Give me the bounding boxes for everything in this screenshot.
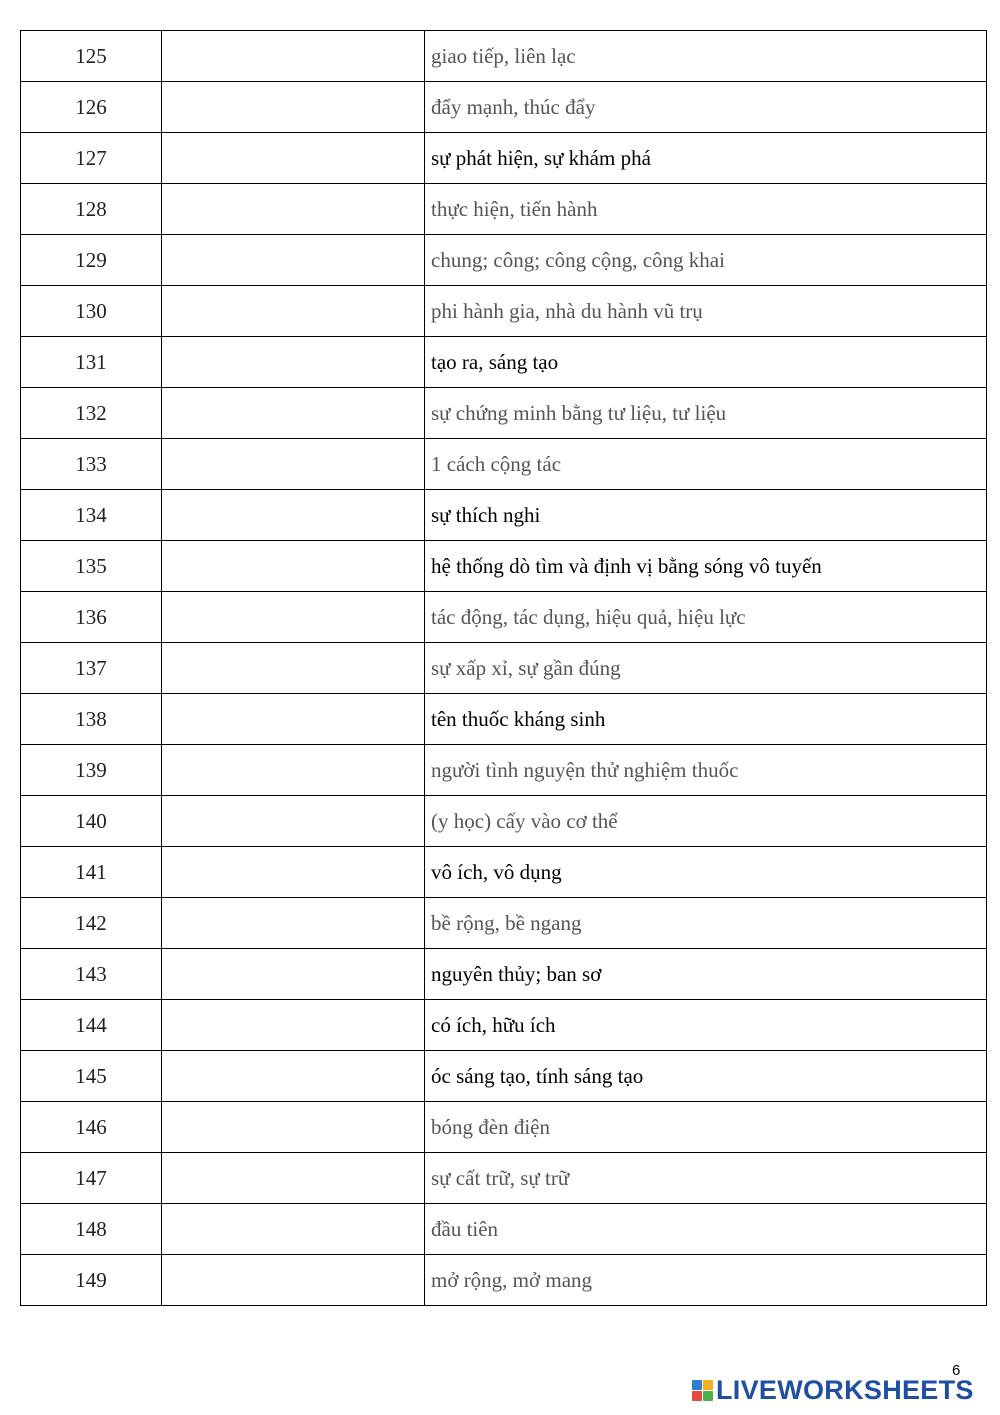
meaning-cell: tên thuốc kháng sinh xyxy=(425,694,987,745)
table-row xyxy=(21,286,987,337)
meaning-cell: sự chứng minh bằng tư liệu, tư liệu xyxy=(425,388,987,439)
table-row xyxy=(21,235,987,286)
meaning-cell: đẩy mạnh, thúc đẩy xyxy=(425,82,987,133)
table-row xyxy=(21,541,987,592)
row-number: 132 xyxy=(21,388,162,439)
row-number: 137 xyxy=(21,643,162,694)
answer-blank-cell[interactable] xyxy=(162,1204,425,1255)
answer-blank-cell[interactable] xyxy=(162,235,425,286)
meaning-cell: người tình nguyện thử nghiệm thuốc xyxy=(425,745,987,796)
meaning-cell: (y học) cấy vào cơ thể xyxy=(425,796,987,847)
table-row xyxy=(21,847,987,898)
row-number: 128 xyxy=(21,184,162,235)
table-row xyxy=(21,82,987,133)
answer-blank-cell[interactable] xyxy=(162,1153,425,1204)
table-row xyxy=(21,337,987,388)
row-number: 127 xyxy=(21,133,162,184)
meaning-cell: phi hành gia, nhà du hành vũ trụ xyxy=(425,286,987,337)
answer-blank-cell[interactable] xyxy=(162,31,425,82)
meaning-cell: óc sáng tạo, tính sáng tạo xyxy=(425,1051,987,1102)
table-row xyxy=(21,643,987,694)
answer-blank-cell[interactable] xyxy=(162,133,425,184)
logo-square-4 xyxy=(703,1391,713,1401)
row-number: 136 xyxy=(21,592,162,643)
table-row xyxy=(21,949,987,1000)
answer-blank-cell[interactable] xyxy=(162,439,425,490)
row-number: 146 xyxy=(21,1102,162,1153)
meaning-cell: thực hiện, tiến hành xyxy=(425,184,987,235)
logo-square-1 xyxy=(692,1380,702,1390)
answer-blank-cell[interactable] xyxy=(162,949,425,1000)
meaning-cell: hệ thống dò tìm và định vị bằng sóng vô tuyến xyxy=(425,541,987,592)
answer-blank-cell[interactable] xyxy=(162,1102,425,1153)
table-row xyxy=(21,184,987,235)
row-number: 142 xyxy=(21,898,162,949)
logo-square-3 xyxy=(692,1391,702,1401)
answer-blank-cell[interactable] xyxy=(162,184,425,235)
meaning-cell: sự cất trữ, sự trữ xyxy=(425,1153,987,1204)
table-row xyxy=(21,796,987,847)
table-row xyxy=(21,1000,987,1051)
row-number: 144 xyxy=(21,1000,162,1051)
table-row xyxy=(21,592,987,643)
meaning-cell: sự thích nghi xyxy=(425,490,987,541)
answer-blank-cell[interactable] xyxy=(162,1051,425,1102)
row-number: 143 xyxy=(21,949,162,1000)
brand-wordmark: LIVEWORKSHEETS xyxy=(716,1375,974,1405)
meaning-cell: sự xấp xỉ, sự gần đúng xyxy=(425,643,987,694)
row-number: 140 xyxy=(21,796,162,847)
answer-blank-cell[interactable] xyxy=(162,745,425,796)
row-number: 148 xyxy=(21,1204,162,1255)
vocabulary-table-body xyxy=(21,31,987,1306)
answer-blank-cell[interactable] xyxy=(162,1255,425,1306)
table-row xyxy=(21,133,987,184)
vocabulary-table xyxy=(20,30,987,1306)
answer-blank-cell[interactable] xyxy=(162,1000,425,1051)
row-number: 141 xyxy=(21,847,162,898)
row-number: 129 xyxy=(21,235,162,286)
table-row xyxy=(21,694,987,745)
meaning-cell: mở rộng, mở mang xyxy=(425,1255,987,1306)
meaning-cell: sự phát hiện, sự khám phá xyxy=(425,133,987,184)
meaning-cell: bề rộng, bề ngang xyxy=(425,898,987,949)
meaning-cell: chung; công; công cộng, công khai xyxy=(425,235,987,286)
answer-blank-cell[interactable] xyxy=(162,541,425,592)
meaning-cell: giao tiếp, liên lạc xyxy=(425,31,987,82)
table-row xyxy=(21,31,987,82)
answer-blank-cell[interactable] xyxy=(162,592,425,643)
meaning-cell: bóng đèn điện xyxy=(425,1102,987,1153)
row-number: 130 xyxy=(21,286,162,337)
answer-blank-cell[interactable] xyxy=(162,337,425,388)
row-number: 147 xyxy=(21,1153,162,1204)
table-row xyxy=(21,898,987,949)
meaning-cell: tạo ra, sáng tạo xyxy=(425,337,987,388)
meaning-cell: đầu tiên xyxy=(425,1204,987,1255)
row-number: 135 xyxy=(21,541,162,592)
logo-square-2 xyxy=(703,1380,713,1390)
table-row xyxy=(21,1204,987,1255)
answer-blank-cell[interactable] xyxy=(162,796,425,847)
meaning-cell: tác động, tác dụng, hiệu quả, hiệu lực xyxy=(425,592,987,643)
page-number: 6 xyxy=(952,1362,961,1379)
answer-blank-cell[interactable] xyxy=(162,286,425,337)
row-number: 126 xyxy=(21,82,162,133)
table-row xyxy=(21,1102,987,1153)
answer-blank-cell[interactable] xyxy=(162,82,425,133)
row-number: 145 xyxy=(21,1051,162,1102)
answer-blank-cell[interactable] xyxy=(162,847,425,898)
answer-blank-cell[interactable] xyxy=(162,643,425,694)
liveworksheets-logo-icon xyxy=(692,1380,713,1401)
meaning-cell: nguyên thủy; ban sơ xyxy=(425,949,987,1000)
row-number: 139 xyxy=(21,745,162,796)
table-row xyxy=(21,490,987,541)
meaning-cell: có ích, hữu ích xyxy=(425,1000,987,1051)
meaning-cell: vô ích, vô dụng xyxy=(425,847,987,898)
answer-blank-cell[interactable] xyxy=(162,694,425,745)
answer-blank-cell[interactable] xyxy=(162,490,425,541)
row-number: 131 xyxy=(21,337,162,388)
row-number: 125 xyxy=(21,31,162,82)
table-row xyxy=(21,1255,987,1306)
row-number: 138 xyxy=(21,694,162,745)
row-number: 149 xyxy=(21,1255,162,1306)
row-number: 134 xyxy=(21,490,162,541)
table-row xyxy=(21,745,987,796)
table-row xyxy=(21,439,987,490)
table-row xyxy=(21,1153,987,1204)
liveworksheets-brand xyxy=(692,1375,974,1406)
table-row xyxy=(21,388,987,439)
row-number: 133 xyxy=(21,439,162,490)
meaning-cell: 1 cách cộng tác xyxy=(425,439,987,490)
table-row xyxy=(21,1051,987,1102)
answer-blank-cell[interactable] xyxy=(162,388,425,439)
answer-blank-cell[interactable] xyxy=(162,898,425,949)
